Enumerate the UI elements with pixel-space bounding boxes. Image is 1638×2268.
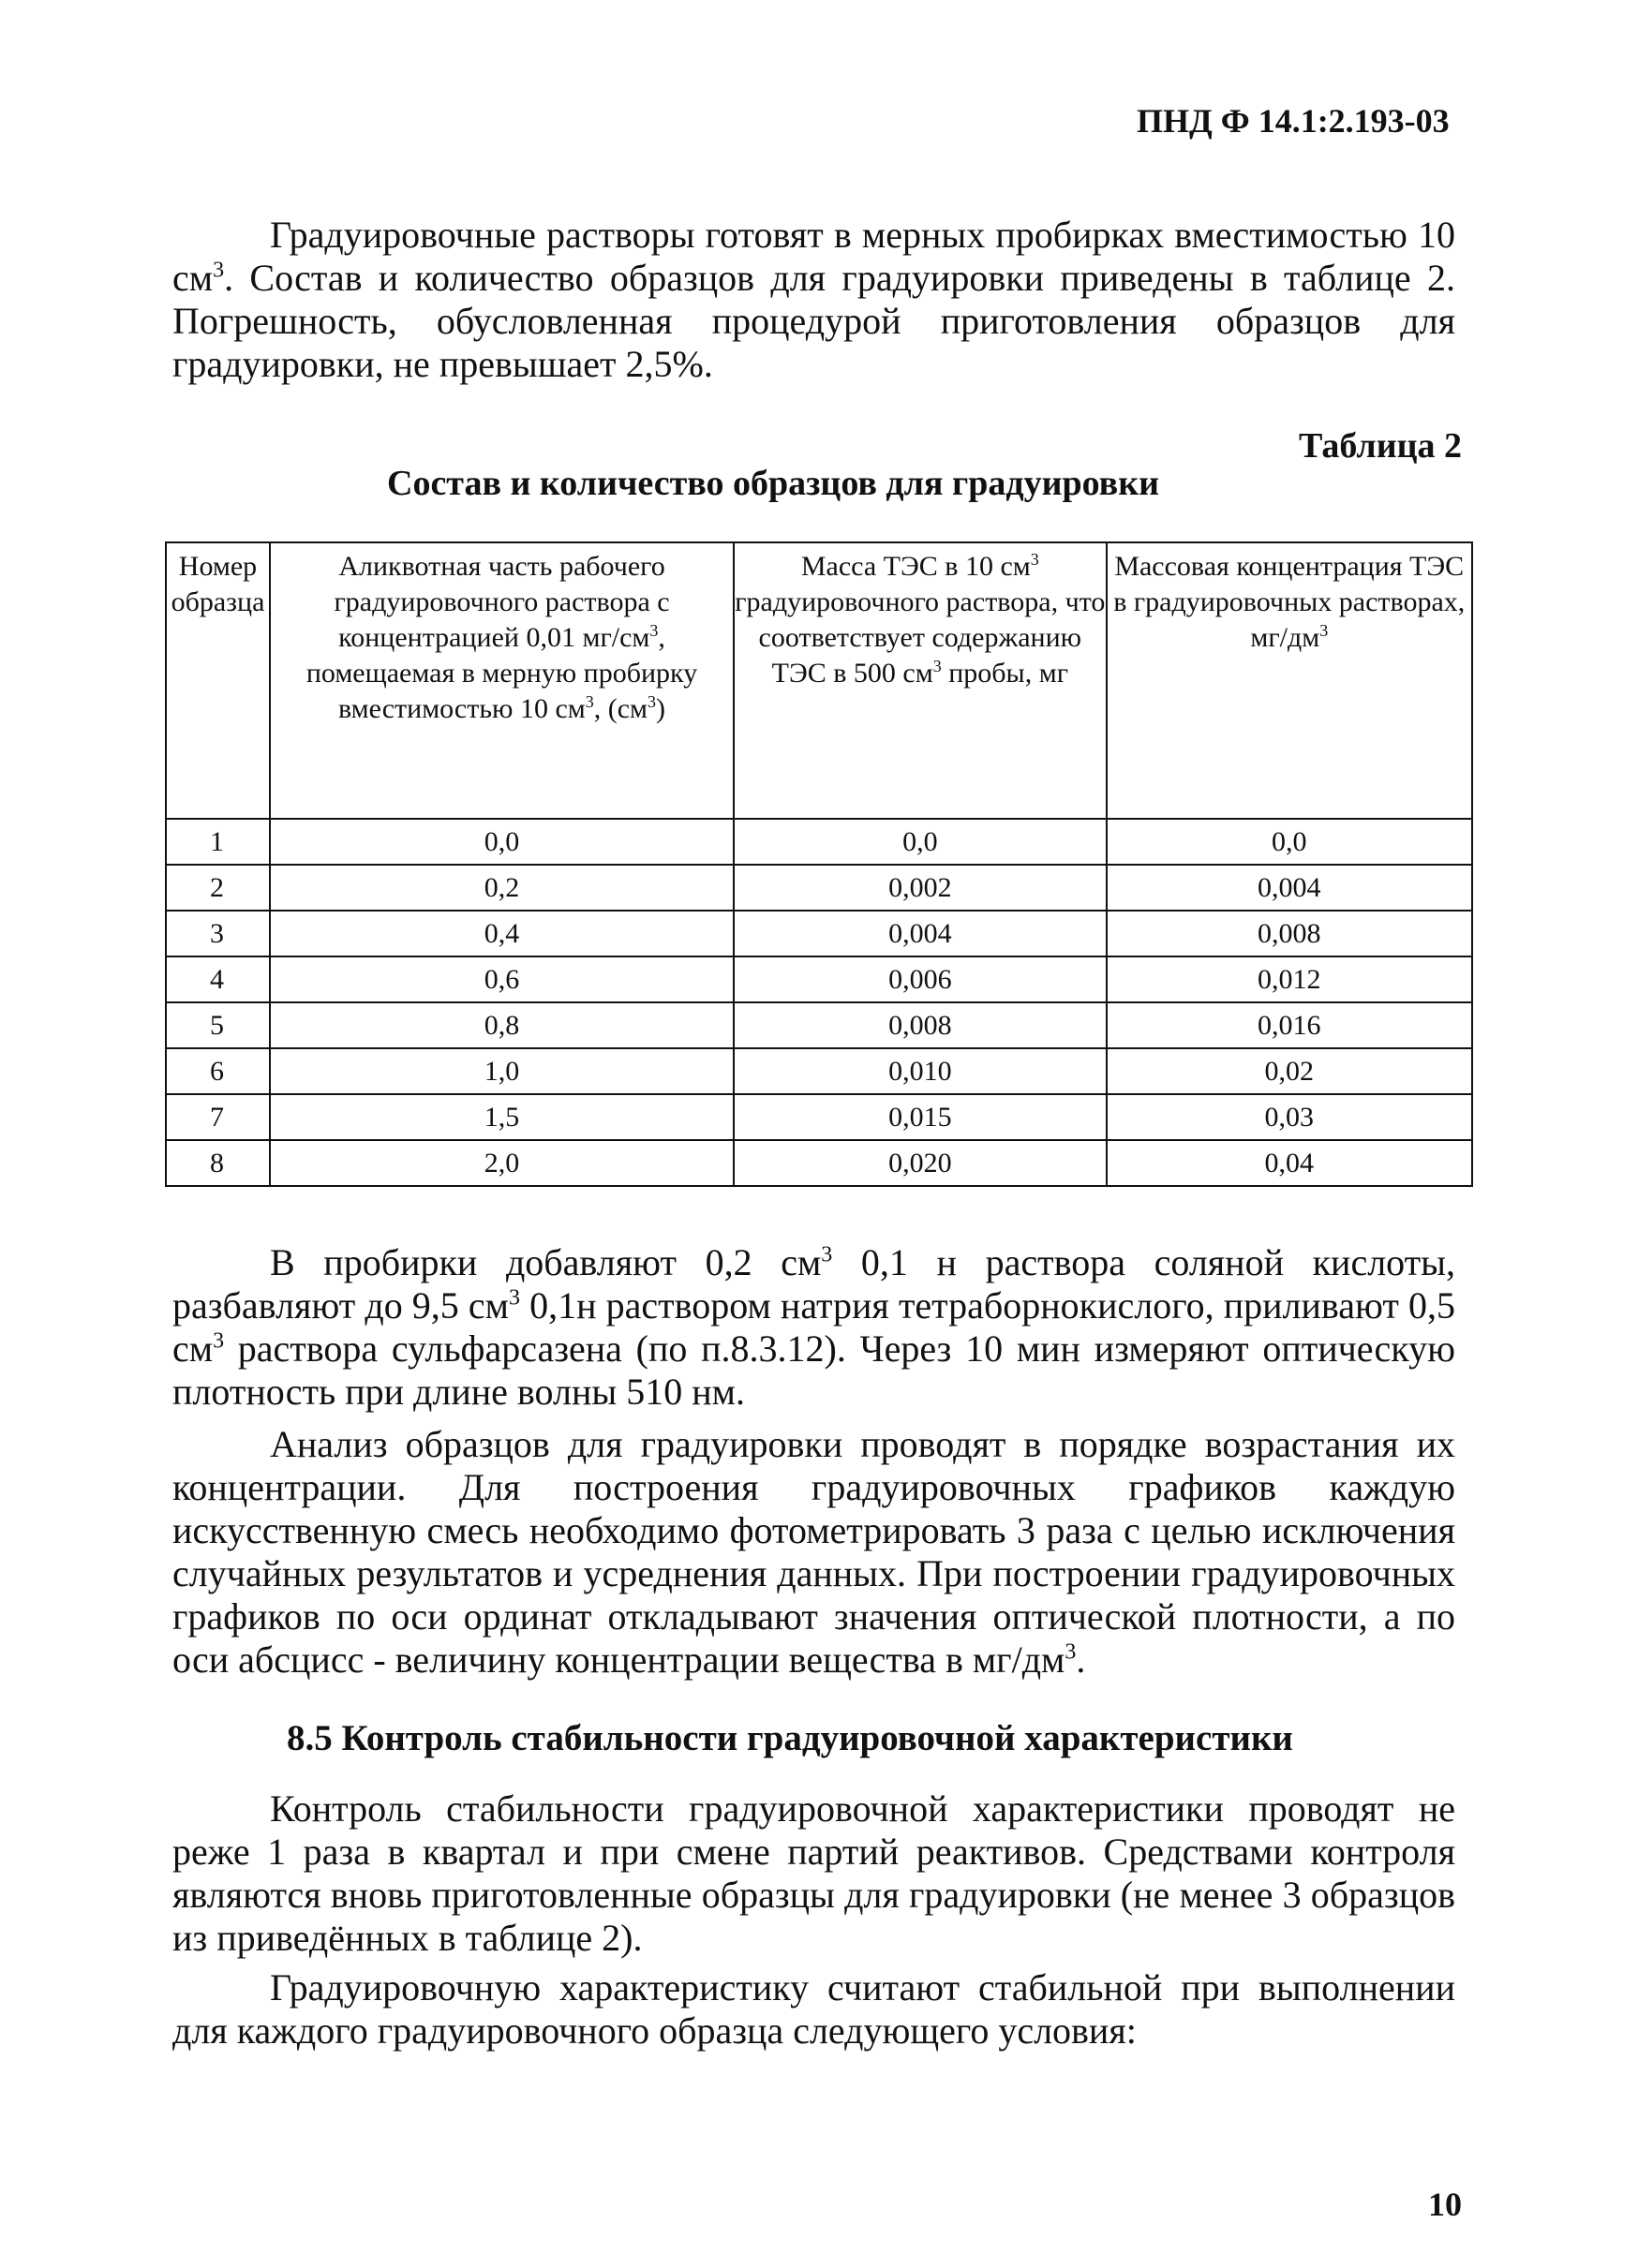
calibration-table: [165, 541, 1473, 1187]
paragraph-stability-condition: Градуировочную характеристику считают стабильной при выполнении для каждого градуировочного образца следующего условия:: [172, 1966, 1455, 2052]
cell-sample-number: 1: [166, 819, 270, 865]
cell-tes-mass: 0,015: [734, 1094, 1106, 1140]
cell-sample-number: 4: [166, 956, 270, 1002]
cell-sample-number: 3: [166, 911, 270, 956]
table-row: [166, 1140, 1472, 1186]
paragraph-stability-control: Контроль стабильности градуировочной характеристики проводят не реже 1 раза в квартал и при смене партий реактивов. Средствами контроля являются вновь приготовленные образцы для градуировки (не менее 3 образцов из приведённых в таблице 2).: [172, 1787, 1455, 1959]
cell-tes-mass: 0,004: [734, 911, 1106, 956]
table-header-row: [166, 542, 1472, 819]
header-tes-mass: Масса ТЭС в 10 $см^3$ градуировочного раствора, что соответствует содержанию ТЭС в 500 $см^3$ пробы, мг: [734, 542, 1106, 819]
document-code: ПНД Ф 14.1:2.193-03: [1137, 102, 1450, 140]
cell-concentration: 0,0: [1107, 819, 1472, 865]
table-row: [166, 865, 1472, 911]
table-row: [166, 911, 1472, 956]
table-title: Состав и количество образцов для градуировки: [387, 464, 1159, 503]
cell-sample-number: 6: [166, 1048, 270, 1094]
cell-aliquot: 1,0: [270, 1048, 734, 1094]
table-row: [166, 819, 1472, 865]
table-row: [166, 1002, 1472, 1048]
cell-aliquot: 0,8: [270, 1002, 734, 1048]
paragraph-procedure: В пробирки добавляют 0,2 $см^3$ 0,1 н раствора соляной кислоты, разбавляют до 9,5 $см^3$ 0,1н раствором натрия тетраборнокислого, приливают 0,5 $см^3$ раствора сульфарсазена (по п.8.3.12). Через 10 мин измеряют оптическую плотность при длине волны 510 нм.: [172, 1241, 1455, 1413]
cell-sample-number: 5: [166, 1002, 270, 1048]
cell-tes-mass: 0,008: [734, 1002, 1106, 1048]
cell-tes-mass: 0,0: [734, 819, 1106, 865]
cell-aliquot: 0,6: [270, 956, 734, 1002]
cell-aliquot: 2,0: [270, 1140, 734, 1186]
cell-concentration: 0,008: [1107, 911, 1472, 956]
cell-sample-number: 2: [166, 865, 270, 911]
cell-concentration: 0,02: [1107, 1048, 1472, 1094]
cell-sample-number: 7: [166, 1094, 270, 1140]
page-number: 10: [1428, 2186, 1462, 2223]
cell-sample-number: 8: [166, 1140, 270, 1186]
cell-concentration: 0,03: [1107, 1094, 1472, 1140]
cell-tes-mass: 0,006: [734, 956, 1106, 1002]
paragraph-calibration-solutions: Градуировочные растворы готовят в мерных пробирках вместимостью 10 $см^3$. Состав и количество образцов для градуировки приведены в таблице 2. Погрешность, обусловленная процедурой приготовления образцов для градуировки, не превышает 2,5%.: [172, 214, 1455, 385]
cell-concentration: 0,04: [1107, 1140, 1472, 1186]
cell-aliquot: 1,5: [270, 1094, 734, 1140]
paragraph-analysis: Анализ образцов для градуировки проводят в порядке возрастания их концентрации. Для построения градуировочных графиков каждую искусственную смесь необходимо фотометрировать 3 раза с целью исключения случайных результатов и усреднения данных. При построении градуировочных графиков по оси ординат откладывают значения оптической плотности, а по оси абсцисс - величину концентрации вещества в $мг/дм^3$.: [172, 1423, 1455, 1681]
cell-concentration: 0,004: [1107, 865, 1472, 911]
cell-aliquot: 0,0: [270, 819, 734, 865]
header-sample-number: Номер образца: [166, 542, 270, 819]
cell-aliquot: 0,4: [270, 911, 734, 956]
cell-concentration: 0,016: [1107, 1002, 1472, 1048]
table-row: [166, 956, 1472, 1002]
header-aliquot: Аликвотная часть рабочего градуировочного раствора с концентрацией 0,01 $мг/см^3$, помещаемая в мерную пробирку вместимостью 10 $см^3$, $(см^3)$: [270, 542, 734, 819]
cell-concentration: 0,012: [1107, 956, 1472, 1002]
cell-tes-mass: 0,002: [734, 865, 1106, 911]
cell-tes-mass: 0,020: [734, 1140, 1106, 1186]
cell-aliquot: 0,2: [270, 865, 734, 911]
section-heading: 8.5 Контроль стабильности градуировочной характеристики: [287, 1718, 1293, 1758]
cell-tes-mass: 0,010: [734, 1048, 1106, 1094]
table-row: [166, 1048, 1472, 1094]
table-number: Таблица 2: [1298, 426, 1462, 466]
table-row: [166, 1094, 1472, 1140]
header-tes-concentration: Массовая концентрация ТЭС в градуировочных растворах, $мг/дм^3$: [1107, 542, 1472, 819]
